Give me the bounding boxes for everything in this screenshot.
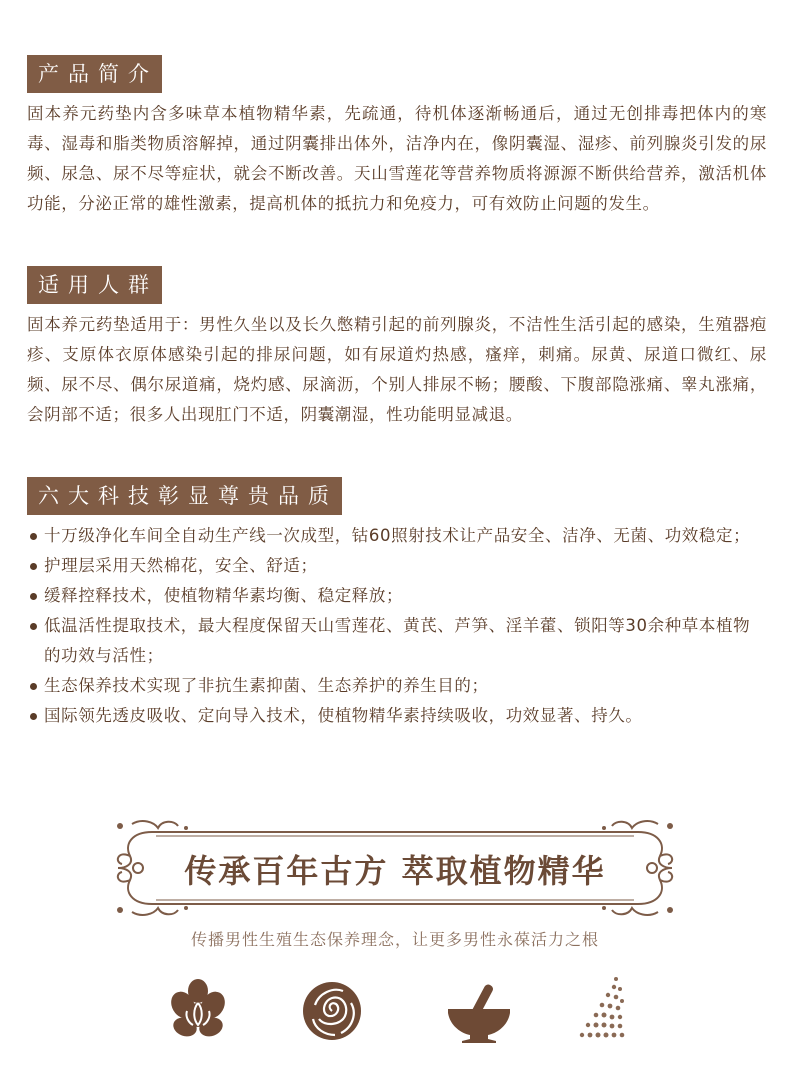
list-item: 缓释控释技术，使植物精华素均衡、稳定释放；: [27, 581, 767, 611]
features-heading: 六大科技彰显尊贵品质: [27, 477, 342, 515]
audience-section: [27, 266, 767, 430]
bullet-dot-icon: [30, 533, 37, 540]
audience-heading: 适用人群: [27, 266, 162, 304]
bullet-dot-icon: [30, 683, 37, 690]
intro-section: [27, 55, 767, 219]
banner-title: 传承百年古方 萃取植物精华: [184, 852, 606, 890]
tagline: 传播男性生殖生态保养理念，让更多男性永葆活力之根: [190, 930, 599, 949]
list-item: 生态保养技术实现了非抗生素抑菌、生态养护的养生目的；: [27, 671, 767, 701]
ornate-banner: [112, 818, 678, 918]
powder-dots-icon: [570, 975, 640, 1045]
list-item: 国际领先透皮吸收、定向导入技术，使植物精华素持续吸收，功效显著、持久。: [27, 701, 767, 731]
mortar-pestle-icon: [444, 975, 514, 1045]
list-item: 十万级净化车间全自动生产线一次成型，钴60照射技术让产品安全、洁净、无菌、功效稳定；: [27, 521, 767, 551]
bullet-dot-icon: [30, 623, 37, 630]
rose-icon: [297, 975, 367, 1045]
features-list: [27, 521, 767, 731]
lotus-flower-icon: [163, 975, 233, 1045]
features-section: [27, 477, 767, 731]
bullet-dot-icon: [30, 713, 37, 720]
audience-text: 固本养元药垫适用于：男性久坐以及长久憋精引起的前列腺炎，不洁性生活引起的感染，生殖器疱疹、支原体衣原体感染引起的排尿问题，如有尿道灼热感，瘙痒，刺痛。尿黄、尿道口微红、尿频、尿不尽、偶尔尿道痛，烧灼感、尿滴沥，个别人排尿不畅；腰酸、下腹部隐涨痛、睾丸涨痛，会阴部不适；很多人出现肛门不适，阴囊潮湿，性功能明显减退。: [27, 315, 767, 424]
intro-text: 固本养元药垫内含多味草本植物精华素，先疏通，待机体逐渐畅通后，通过无创排毒把体内的寒毒、湿毒和脂类物质溶解掉，通过阴囊排出体外，洁净内在，像阴囊湿、湿疹、前列腺炎引发的尿频、尿急、尿不尽等症状，就会不断改善。天山雪莲花等营养物质将源源不断供给营养，激活机体功能，分泌正常的雄性激素，提高机体的抵抗力和免疫力，可有效防止问题的发生。: [27, 104, 767, 213]
list-item: 低温活性提取技术，最大程度保留天山雪莲花、黄芪、芦笋、淫羊藿、锁阳等30余种草本植物的功效与活性；: [27, 611, 767, 671]
list-item: 护理层采用天然棉花，安全、舒适；: [27, 551, 767, 581]
bullet-dot-icon: [30, 563, 37, 570]
intro-heading: 产品简介: [27, 55, 162, 93]
bullet-dot-icon: [30, 593, 37, 600]
